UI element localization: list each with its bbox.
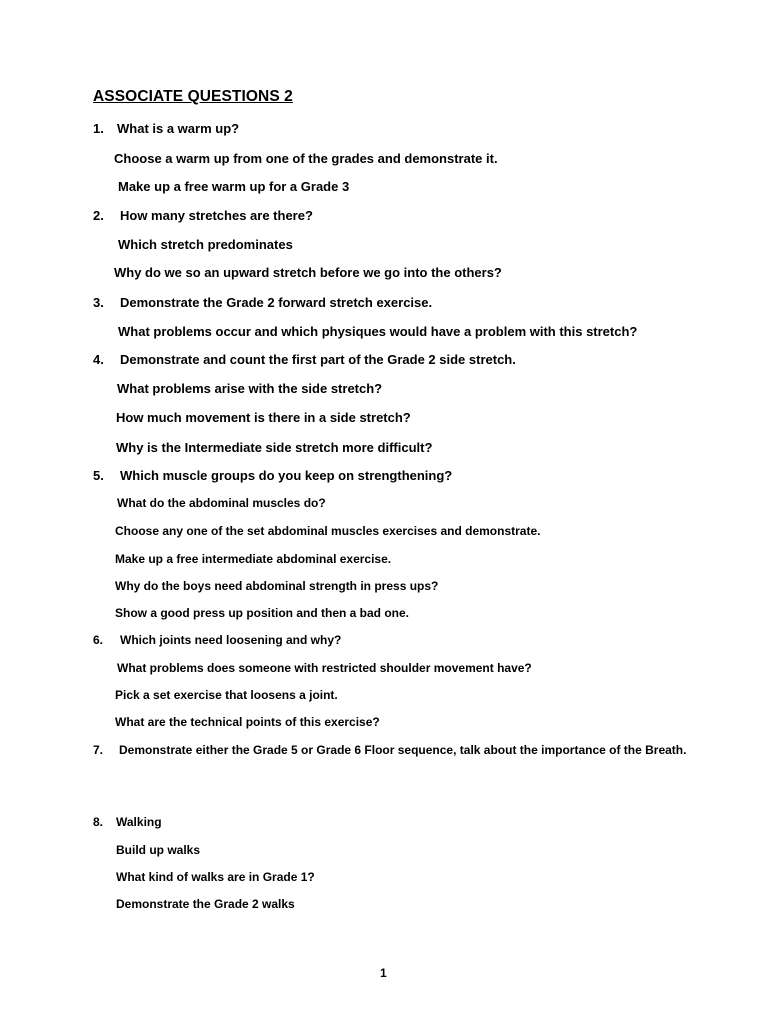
- sub-question: What kind of walks are in Grade 1?: [116, 870, 315, 884]
- sub-question: Build up walks: [116, 843, 201, 857]
- question-5: Which muscle groups do you keep on strengthening?: [120, 468, 453, 483]
- sub-question: Make up a free warm up for a Grade 3: [118, 179, 350, 194]
- question-1: What is a warm up?: [117, 121, 240, 136]
- question-number-6: 6.: [93, 633, 104, 647]
- question-4: Demonstrate and count the first part of the Grade 2 side stretch.: [120, 352, 516, 367]
- sub-question: Choose any one of the set abdominal muscles exercises and demonstrate.: [115, 524, 541, 538]
- sub-question: What do the abdominal muscles do?: [117, 496, 326, 510]
- sub-question: Show a good press up position and then a bad one.: [115, 606, 410, 620]
- question-number-4: 4.: [93, 352, 104, 367]
- sub-question: Why is the Intermediate side stretch more difficult?: [116, 440, 433, 455]
- question-number-8: 8.: [93, 815, 104, 829]
- question-7: Demonstrate either the Grade 5 or Grade 6 Floor sequence, talk about the importance of the Breath.: [119, 743, 687, 757]
- question-number-2: 2.: [93, 208, 104, 223]
- question-3: Demonstrate the Grade 2 forward stretch exercise.: [120, 295, 433, 310]
- sub-question: What are the technical points of this exercise?: [115, 715, 380, 729]
- page-number: 1: [380, 966, 387, 980]
- sub-question: What problems arise with the side stretch?: [117, 381, 383, 396]
- question-8: Walking: [116, 815, 162, 829]
- sub-question: Pick a set exercise that loosens a joint.: [115, 688, 338, 702]
- question-number-3: 3.: [93, 295, 104, 310]
- question-6: Which joints need loosening and why?: [120, 633, 342, 647]
- sub-question: How much movement is there in a side stretch?: [116, 410, 411, 425]
- question-number-7: 7.: [93, 743, 104, 757]
- sub-question: What problems does someone with restricted shoulder movement have?: [117, 661, 532, 675]
- question-2: How many stretches are there?: [120, 208, 313, 223]
- sub-question: Which stretch predominates: [118, 237, 293, 252]
- sub-question: What problems occur and which physiques would have a problem with this stretch?: [118, 324, 638, 339]
- sub-question: Demonstrate the Grade 2 walks: [116, 897, 295, 911]
- question-number-5: 5.: [93, 468, 104, 483]
- document-title: ASSOCIATE QUESTIONS 2: [93, 88, 293, 105]
- sub-question: Make up a free intermediate abdominal exercise.: [115, 552, 392, 566]
- sub-question: Choose a warm up from one of the grades and demonstrate it.: [114, 151, 498, 166]
- sub-question: Why do we so an upward stretch before we go into the others?: [114, 265, 502, 280]
- question-number-1: 1.: [93, 121, 104, 136]
- sub-question: Why do the boys need abdominal strength in press ups?: [115, 579, 439, 593]
